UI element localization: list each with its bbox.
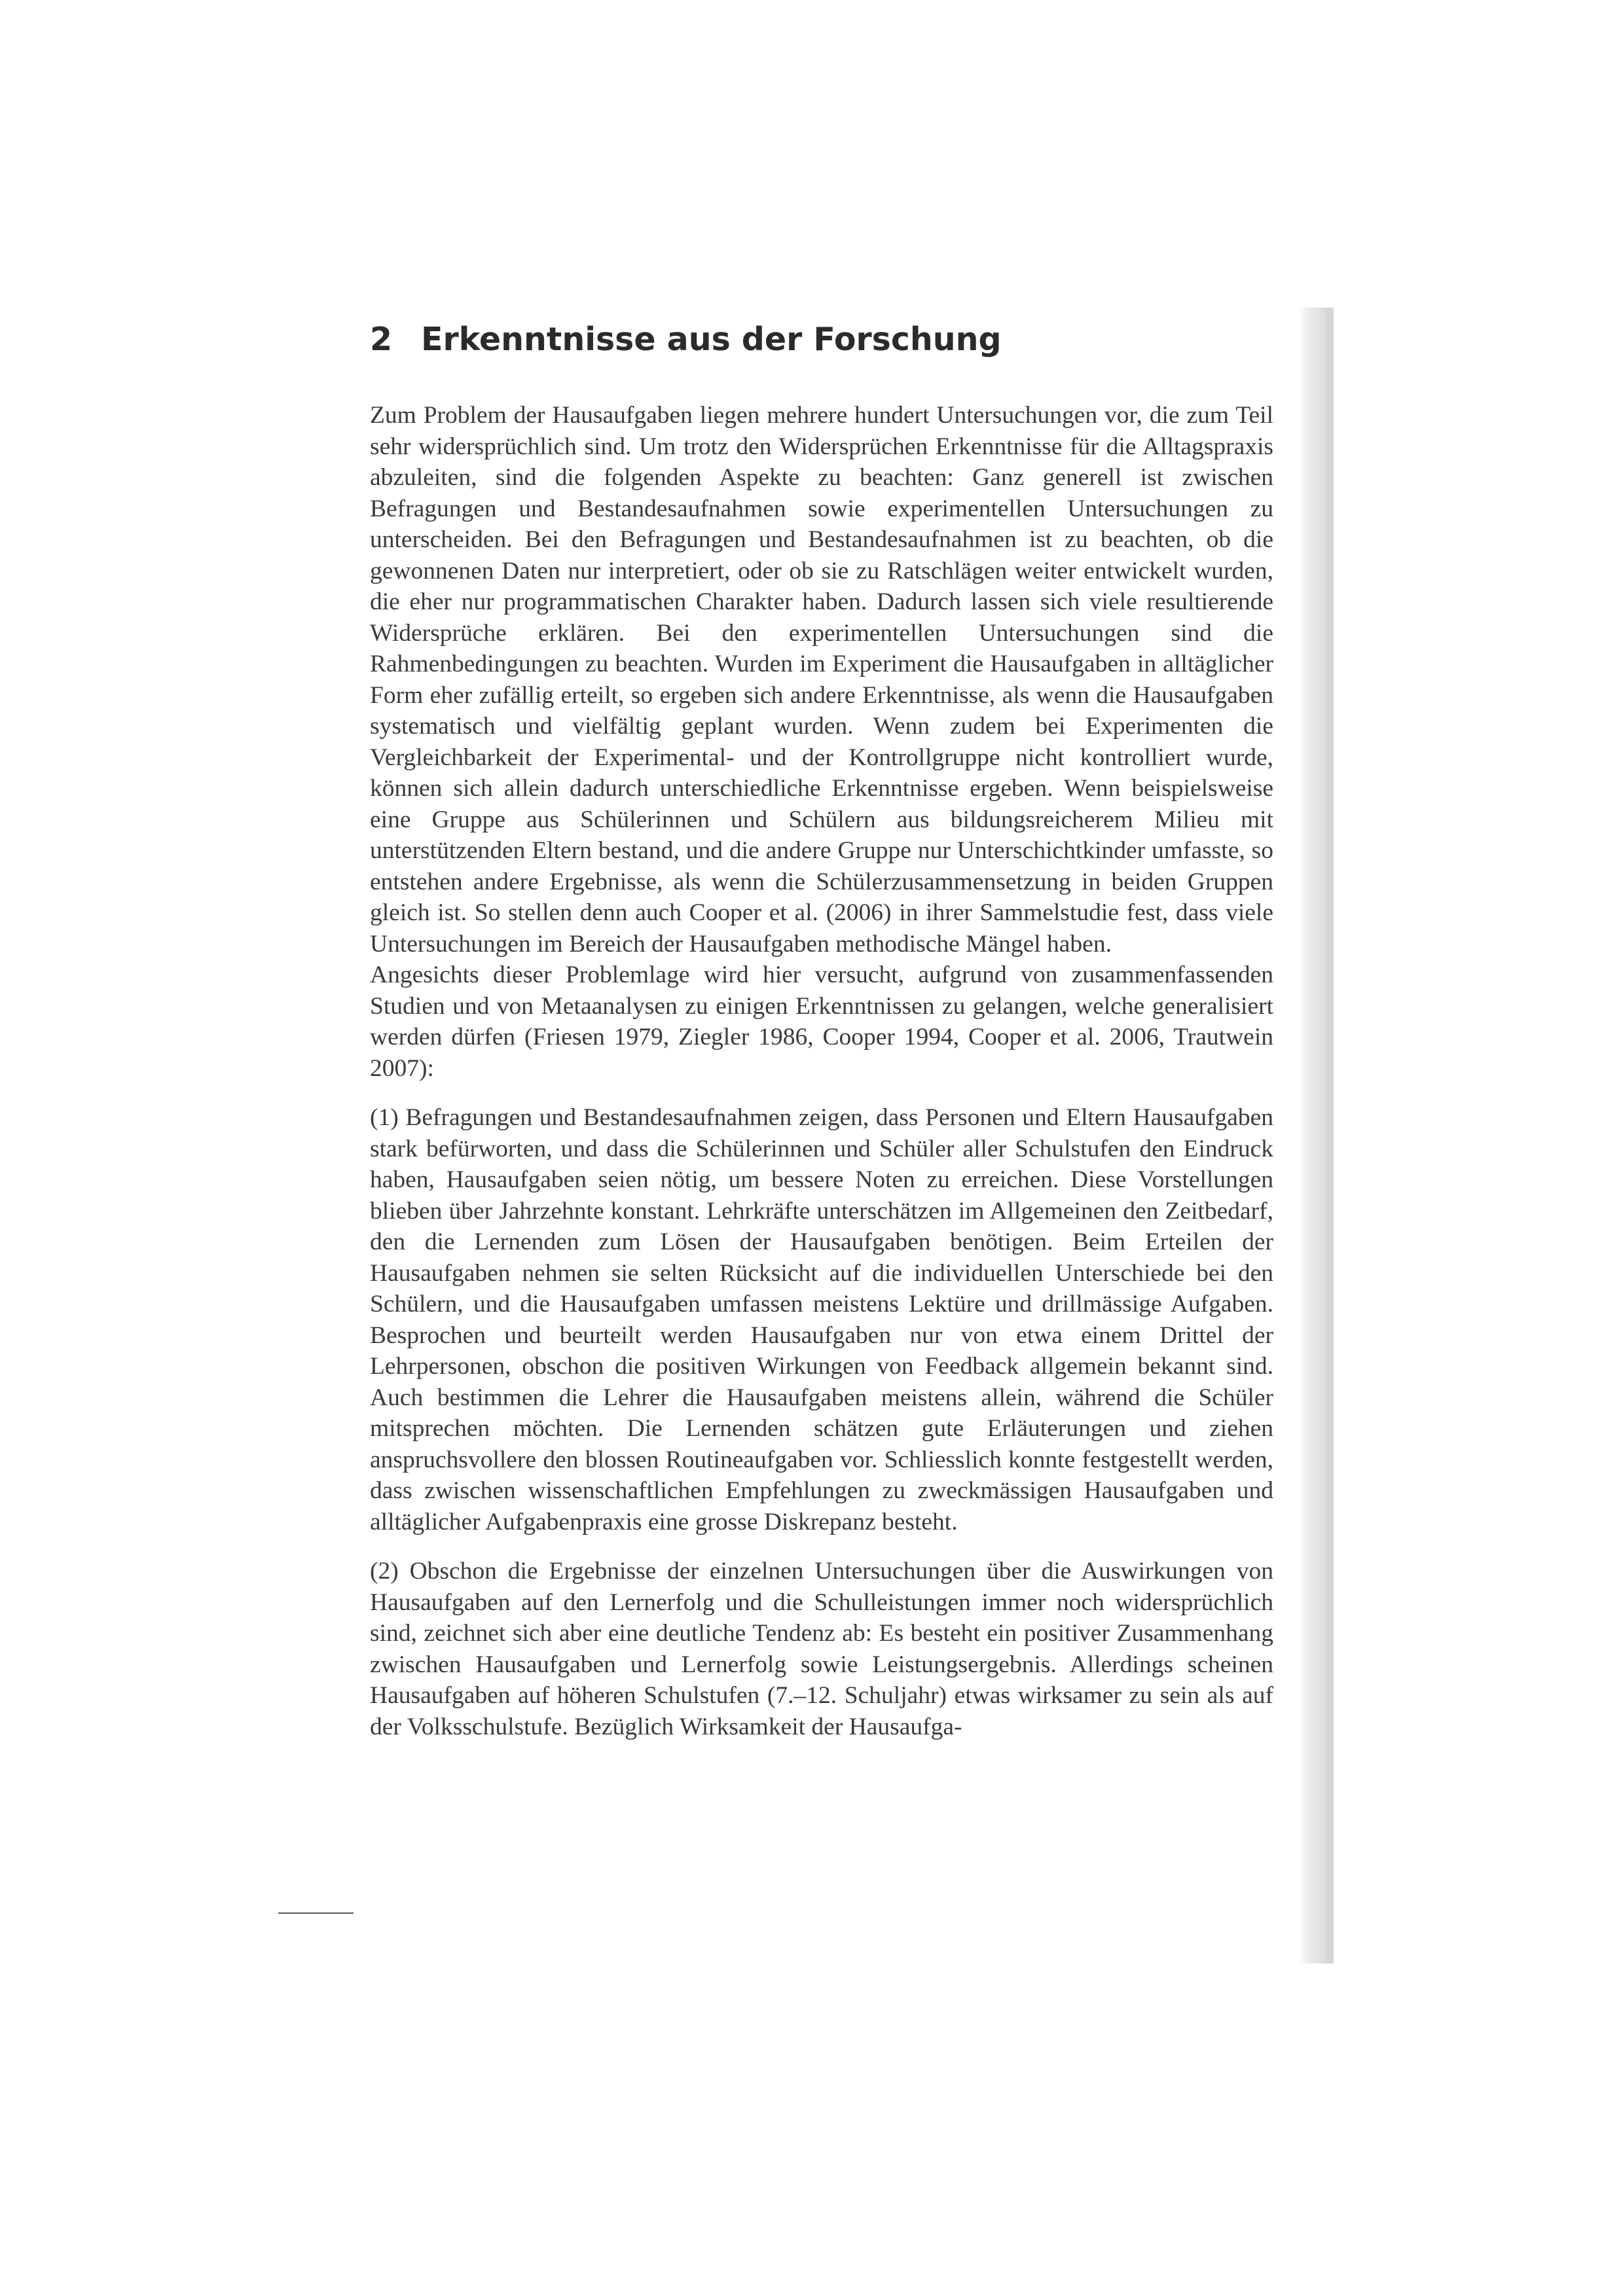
footnote-rule — [278, 1912, 354, 1914]
section-heading — [370, 321, 1273, 358]
section-title: Erkenntnisse aus der Forschung — [421, 321, 1002, 358]
page-content — [370, 321, 1273, 1742]
paragraph-finding-1: (1) Befragungen und Bestandesaufnahmen zeigen, dass Personen und Eltern Hausaufgaben stark befürworten, und dass die Schülerinnen und Schüler aller Schulstufen den Eindruck haben, Hausaufgaben seien nötig, um bessere Noten zu erreichen. Diese Vorstellungen blieben über Jahrzehnte konstant. Lehrkräfte unterschätzen im Allgemeinen den Zeitbedarf, den die Lernenden zum Lösen der Hausaufgaben benötigen. Beim Erteilen der Hausaufgaben nehmen sie selten Rücksicht auf die individuellen Unterschiede bei den Schülern, und die Hausaufgaben umfassen meistens Lektüre und drillmässige Aufgaben. Besprochen und beurteilt werden Hausaufgaben nur von etwa einem Drittel der Lehrpersonen, obschon die positiven Wirkungen von Feedback allgemein bekannt sind. Auch bestimmen die Lehrer die Hausaufgaben meistens allein, während die Schüler mitsprechen möchten. Die Lernenden schätzen gute Erläuterungen und ziehen anspruchsvollere den blossen Routineaufgaben vor. Schliesslich konnte festgestellt werden, dass zwischen wissenschaftlichen Empfehlungen zu zweckmässigen Hausaufgaben und alltäglicher Aufgabenpraxis eine grosse Diskrepanz besteht. — [370, 1104, 1273, 1535]
paragraph-finding-2: (2) Obschon die Ergebnisse der einzelnen Untersuchungen über die Auswirkungen von Hausaufgaben auf den Lernerfolg und die Schulleistungen immer noch widersprüchlich sind, zeichnet sich aber eine deutliche Tendenz ab: Es besteht ein positiver Zusammenhang zwischen Hausaufgaben und Lernerfolg sowie Leistungsergebnis. Allerdings scheinen Hausaufgaben auf höheren Schulstufen (7.–12. Schuljahr) etwas wirksamer zu sein als auf der Volksschulstufe. Bezüglich Wirksamkeit der Hausaufga- — [370, 1558, 1273, 1740]
paragraph-approach: Angesichts dieser Problemlage wird hier versucht, aufgrund von zusammenfassenden Studien und von Metaanalysen zu einigen Erkenntnissen zu gelangen, welche generalisiert werden dürfen (Friesen 1979, Ziegler 1986, Cooper 1994, Cooper et al. 2006, Trautwein 2007): — [370, 961, 1273, 1082]
section-number: 2 — [370, 321, 393, 358]
scan-shadow — [1300, 308, 1326, 1964]
scan-shadow-edge — [1326, 308, 1334, 1964]
paragraph-intro: Zum Problem der Hausaufgaben liegen mehrere hundert Untersuchungen vor, die zum Teil sehr widersprüchlich sind. Um trotz den Widersprüchen Erkenntnisse für die Alltagspraxis abzuleiten, sind die folgenden Aspekte zu beachten: Ganz generell ist zwischen Befragungen und Bestandesaufnahmen sowie experimentellen Untersuchungen zu unterscheiden. Bei den Befragungen und Bestandesaufnahmen ist zu beachten, ob die gewonnenen Daten nur interpretiert, oder ob sie zu Ratschlägen weiter entwickelt wurden, die eher nur programmatischen Charakter haben. Dadurch lassen sich viele resultierende Widersprüche erklären. Bei den experimentellen Untersuchungen sind die Rahmenbedingungen zu beachten. Wurden im Experiment die Hausaufgaben in alltäglicher Form eher zufällig erteilt, so ergeben sich andere Erkenntnisse, als wenn die Hausaufgaben systematisch und vielfältig geplant wurden. Wenn zudem bei Experimenten die Vergleichbarkeit der Experimental- und der Kontrollgruppe nicht kontrolliert wurde, können sich allein dadurch unterschiedliche Erkenntnisse ergeben. Wenn beispielsweise eine Gruppe aus Schülerinnen und Schülern aus bildungsreicherem Milieu mit unterstützenden Eltern bestand, und die andere Gruppe nur Unterschichtkinder umfasste, so entstehen andere Ergebnisse, als wenn die Schülerzusammensetzung in beiden Gruppen gleich ist. So stellen denn auch Cooper et al. (2006) in ihrer Sammelstudie fest, dass viele Untersuchungen im Bereich der Hausaufgaben methodische Mängel haben. — [370, 402, 1273, 958]
